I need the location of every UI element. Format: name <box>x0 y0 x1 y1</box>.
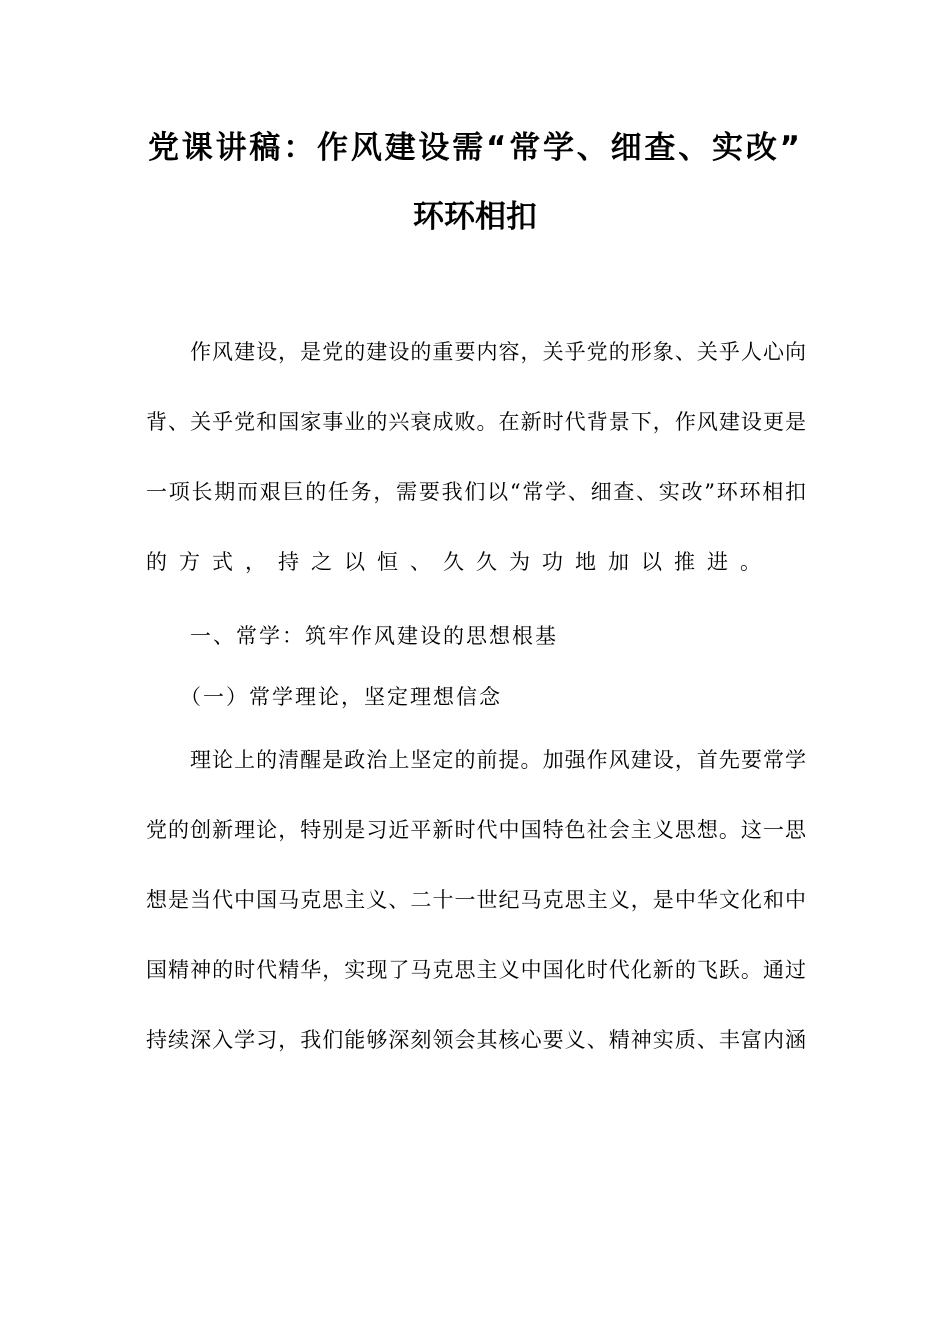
paragraph-line: 的方式，持之以恒、久久为功地加以推进。 <box>146 550 773 574</box>
paragraph-line: 想是当代中国马克思主义、二十一世纪马克思主义，是中华文化和中 <box>146 888 806 912</box>
paragraph-line: 作风建设，是党的建设的重要内容，关乎党的形象、关乎人心向 <box>190 340 806 364</box>
paragraph-line: 一项长期而艰巨的任务，需要我们以“常学、细查、实改”环环相扣 <box>146 480 806 504</box>
document-title-line-1: 党课讲稿：作风建设需“常学、细查、实改” <box>148 130 800 166</box>
paragraph-line: 国精神的时代精华，实现了马克思主义中国化时代化新的飞跃。通过 <box>146 958 806 982</box>
document-title-line-2: 环环相扣 <box>413 199 537 235</box>
paragraph-line: 党的创新理论，特别是习近平新时代中国特色社会主义思想。这一思 <box>146 818 806 842</box>
paragraph-line: 理论上的清醒是政治上坚定的前提。加强作风建设，首先要常学 <box>190 748 806 772</box>
paragraph-line: 持续深入学习，我们能够深刻领会其核心要义、精神实质、丰富内涵 <box>146 1028 806 1052</box>
paragraph-line: 背、关乎党和国家事业的兴衰成败。在新时代背景下，作风建设更是 <box>146 410 806 434</box>
subsection-heading: （一）常学理论，坚定理想信念 <box>180 685 502 709</box>
section-heading: 一、常学：筑牢作风建设的思想根基 <box>190 624 558 648</box>
